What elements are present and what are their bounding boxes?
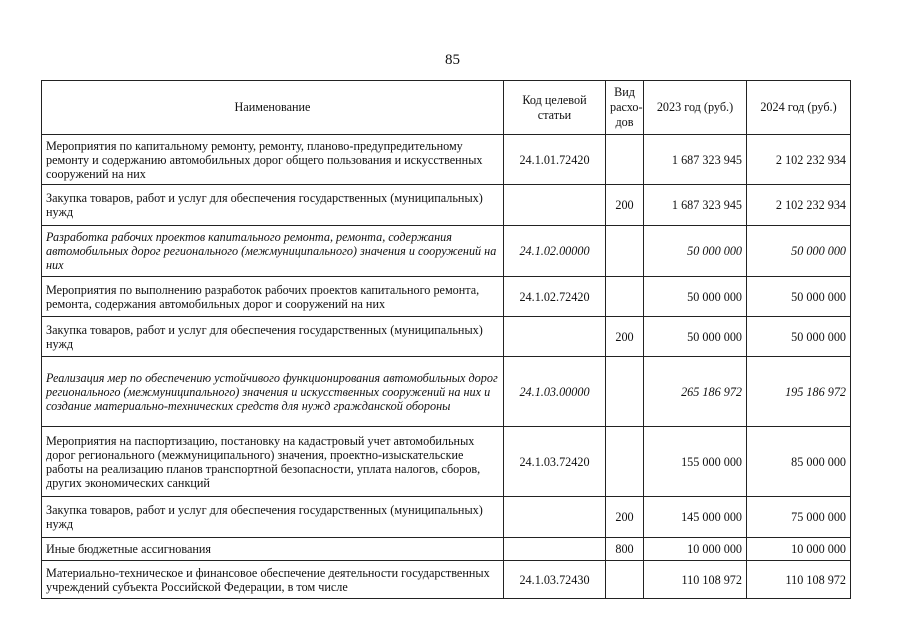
row-name-cell: Мероприятия по выполнению разработок рабочих проектов капитального ремонта, ремонта, содержания автомобильных дорог и сооружений на них xyxy=(42,277,504,317)
row-2024-cell: 50 000 000 xyxy=(747,317,851,357)
row-vid-cell xyxy=(606,135,644,185)
row-code-cell: 24.1.02.72420 xyxy=(504,277,606,317)
header-name: Наименование xyxy=(42,81,504,135)
budget-table xyxy=(41,80,851,599)
row-vid-cell xyxy=(606,427,644,497)
row-2023-cell: 155 000 000 xyxy=(644,427,747,497)
row-code-cell: 24.1.01.72420 xyxy=(504,135,606,185)
row-name-cell: Реализация мер по обеспечению устойчивого функционирования автомобильных дорог регионального (межмуниципального) значения и искусственных сооружений на них и создание материально-технических средств для нужд гражданской обороны xyxy=(42,357,504,427)
page-number: 85 xyxy=(445,52,460,68)
table-row xyxy=(42,135,851,185)
table-row xyxy=(42,185,851,226)
table-row xyxy=(42,317,851,357)
row-code-cell xyxy=(504,497,606,538)
row-code-cell: 24.1.03.72430 xyxy=(504,561,606,599)
row-2024-cell: 75 000 000 xyxy=(747,497,851,538)
row-2024-cell: 195 186 972 xyxy=(747,357,851,427)
row-vid-cell xyxy=(606,277,644,317)
row-2024-cell: 2 102 232 934 xyxy=(747,185,851,226)
row-2023-cell: 110 108 972 xyxy=(644,561,747,599)
table-row xyxy=(42,538,851,561)
row-name-cell: Закупка товаров, работ и услуг для обеспечения государственных (муниципальных) нужд xyxy=(42,497,504,538)
row-2024-cell: 110 108 972 xyxy=(747,561,851,599)
row-name-cell: Закупка товаров, работ и услуг для обеспечения государственных (муниципальных) нужд xyxy=(42,317,504,357)
header-code: Код целевой статьи xyxy=(504,81,606,135)
row-code-cell xyxy=(504,538,606,561)
row-2023-cell: 145 000 000 xyxy=(644,497,747,538)
header-2023: 2023 год (руб.) xyxy=(644,81,747,135)
row-2023-cell: 1 687 323 945 xyxy=(644,135,747,185)
header-2024: 2024 год (руб.) xyxy=(747,81,851,135)
row-vid-cell xyxy=(606,561,644,599)
row-vid-cell: 200 xyxy=(606,185,644,226)
row-code-cell xyxy=(504,317,606,357)
row-vid-cell: 200 xyxy=(606,317,644,357)
row-name-cell: Мероприятия по капитальному ремонту, ремонту, планово-предупредительному ремонту и содержанию автомобильных дорог общего пользования и искусственных сооружений на них xyxy=(42,135,504,185)
row-vid-cell: 800 xyxy=(606,538,644,561)
row-2024-cell: 85 000 000 xyxy=(747,427,851,497)
row-2023-cell: 1 687 323 945 xyxy=(644,185,747,226)
row-name-cell: Разработка рабочих проектов капитального ремонта, ремонта, содержания автомобильных дорог регионального (межмуниципального) значения и сооружений на них xyxy=(42,226,504,277)
row-name-cell: Иные бюджетные ассигнования xyxy=(42,538,504,561)
row-code-cell xyxy=(504,185,606,226)
row-name-cell: Мероприятия на паспортизацию, постановку на кадастровый учет автомобильных дорог регионального (межмуниципального) значения, проектно-изыскательские работы на реализацию планов транспортной безопасности, уплата налогов, сборов, других экономических санкций xyxy=(42,427,504,497)
table-row xyxy=(42,497,851,538)
row-2023-cell: 50 000 000 xyxy=(644,317,747,357)
table-row xyxy=(42,226,851,277)
table-row xyxy=(42,357,851,427)
table-row xyxy=(42,427,851,497)
row-vid-cell xyxy=(606,226,644,277)
row-2024-cell: 50 000 000 xyxy=(747,226,851,277)
row-2023-cell: 50 000 000 xyxy=(644,277,747,317)
row-name-cell: Закупка товаров, работ и услуг для обеспечения государственных (муниципальных) нужд xyxy=(42,185,504,226)
row-2023-cell: 10 000 000 xyxy=(644,538,747,561)
table-row xyxy=(42,277,851,317)
row-vid-cell xyxy=(606,357,644,427)
row-2024-cell: 50 000 000 xyxy=(747,277,851,317)
table-header-row xyxy=(42,81,851,135)
row-code-cell: 24.1.03.00000 xyxy=(504,357,606,427)
header-vid: Вид расхо-дов xyxy=(606,81,644,135)
row-2024-cell: 10 000 000 xyxy=(747,538,851,561)
row-code-cell: 24.1.02.00000 xyxy=(504,226,606,277)
table-row xyxy=(42,561,851,599)
row-vid-cell: 200 xyxy=(606,497,644,538)
row-name-cell: Материально-техническое и финансовое обеспечение деятельности государственных учреждений субъекта Российской Федерации, в том числе xyxy=(42,561,504,599)
row-2023-cell: 265 186 972 xyxy=(644,357,747,427)
row-2024-cell: 2 102 232 934 xyxy=(747,135,851,185)
row-code-cell: 24.1.03.72420 xyxy=(504,427,606,497)
row-2023-cell: 50 000 000 xyxy=(644,226,747,277)
